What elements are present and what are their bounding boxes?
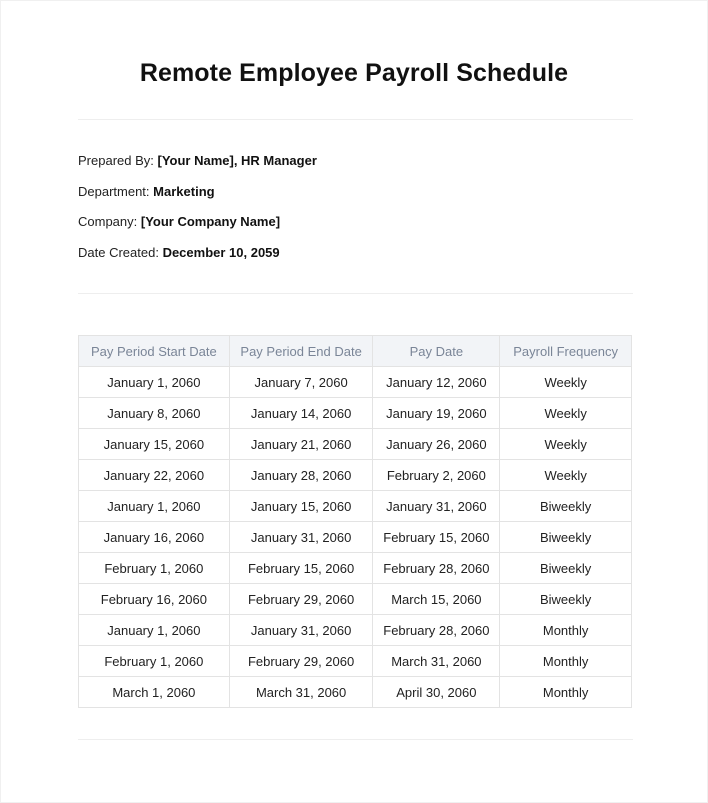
bottom-divider [78,739,633,740]
header-pay-date: Pay Date [373,336,500,367]
cell-start-date: January 1, 2060 [79,367,230,398]
cell-end-date: January 31, 2060 [229,615,373,646]
cell-end-date: January 31, 2060 [229,522,373,553]
company-label: Company: [78,214,138,229]
cell-frequency: Monthly [500,677,632,708]
cell-pay-date: March 15, 2060 [373,584,500,615]
prepared-by-value: [Your Name], HR Manager [157,153,317,168]
cell-start-date: March 1, 2060 [79,677,230,708]
cell-frequency: Weekly [500,429,632,460]
cell-end-date: January 14, 2060 [229,398,373,429]
table-row [79,646,632,677]
cell-frequency: Weekly [500,398,632,429]
cell-end-date: January 15, 2060 [229,491,373,522]
cell-pay-date: January 31, 2060 [373,491,500,522]
cell-start-date: January 8, 2060 [79,398,230,429]
top-divider [78,119,633,120]
table-row [79,491,632,522]
department-line [78,184,215,199]
cell-pay-date: February 2, 2060 [373,460,500,491]
prepared-by-line [78,153,317,168]
department-value: Marketing [153,184,215,199]
cell-pay-date: January 26, 2060 [373,429,500,460]
cell-frequency: Biweekly [500,491,632,522]
table-row [79,429,632,460]
cell-end-date: January 7, 2060 [229,367,373,398]
cell-start-date: January 1, 2060 [79,615,230,646]
table-row [79,553,632,584]
cell-pay-date: March 31, 2060 [373,646,500,677]
cell-end-date: January 21, 2060 [229,429,373,460]
middle-divider [78,293,633,294]
table-row [79,460,632,491]
cell-start-date: February 16, 2060 [79,584,230,615]
department-label: Department: [78,184,150,199]
cell-frequency: Weekly [500,460,632,491]
table-row [79,677,632,708]
cell-end-date: February 29, 2060 [229,584,373,615]
table-row [79,367,632,398]
cell-start-date: January 22, 2060 [79,460,230,491]
cell-start-date: January 1, 2060 [79,491,230,522]
cell-start-date: February 1, 2060 [79,646,230,677]
cell-end-date: February 15, 2060 [229,553,373,584]
cell-pay-date: February 15, 2060 [373,522,500,553]
date-created-line [78,245,280,260]
prepared-by-label: Prepared By: [78,153,154,168]
header-pay-period-end-date: Pay Period End Date [229,336,373,367]
page-title: Remote Employee Payroll Schedule [139,59,569,87]
table-header-row [79,336,632,367]
table-row [79,584,632,615]
cell-frequency: Monthly [500,615,632,646]
table-row [79,615,632,646]
cell-pay-date: February 28, 2060 [373,553,500,584]
company-line [78,214,280,229]
payroll-schedule-table [78,335,632,708]
cell-pay-date: April 30, 2060 [373,677,500,708]
cell-pay-date: January 12, 2060 [373,367,500,398]
cell-start-date: January 16, 2060 [79,522,230,553]
cell-pay-date: February 28, 2060 [373,615,500,646]
header-payroll-frequency: Payroll Frequency [500,336,632,367]
cell-frequency: Monthly [500,646,632,677]
cell-end-date: March 31, 2060 [229,677,373,708]
cell-start-date: January 15, 2060 [79,429,230,460]
cell-start-date: February 1, 2060 [79,553,230,584]
table-row [79,522,632,553]
cell-frequency: Biweekly [500,522,632,553]
cell-frequency: Biweekly [500,584,632,615]
cell-frequency: Weekly [500,367,632,398]
cell-end-date: January 28, 2060 [229,460,373,491]
table-row [79,398,632,429]
cell-pay-date: January 19, 2060 [373,398,500,429]
cell-end-date: February 29, 2060 [229,646,373,677]
cell-frequency: Biweekly [500,553,632,584]
company-value: [Your Company Name] [140,214,281,229]
header-pay-period-start-date: Pay Period Start Date [79,336,230,367]
date-created-label: Date Created: [78,245,159,260]
date-created-value: December 10, 2059 [162,245,280,260]
